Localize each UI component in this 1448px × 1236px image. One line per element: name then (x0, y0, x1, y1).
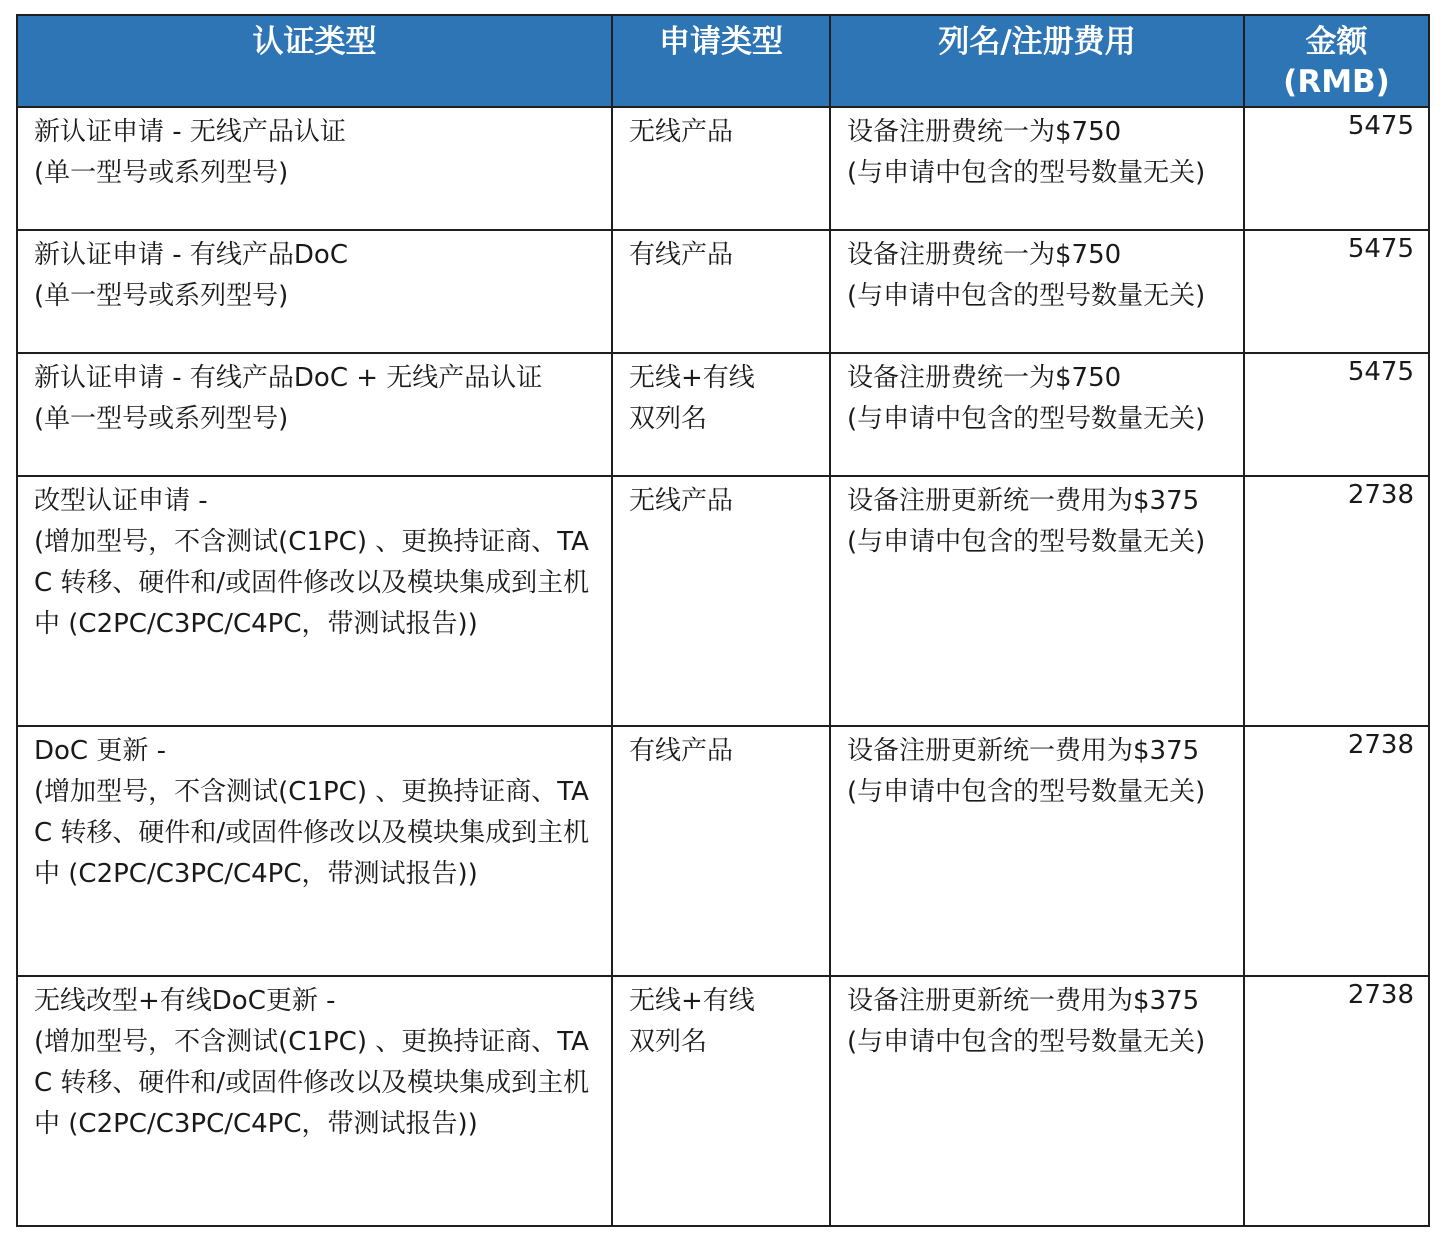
application-type-cell-line: 有线产品 (629, 240, 734, 270)
amount-cell: 2738 (1244, 726, 1429, 976)
listing-fee-cell-line: 设备注册费统一为$750 (847, 363, 1122, 393)
cert-type-cell (17, 726, 612, 976)
table-row (17, 107, 1429, 230)
table-row (17, 476, 1429, 726)
application-type-cell (612, 476, 830, 726)
header-application-type: 申请类型 (612, 15, 830, 107)
listing-fee-cell (830, 726, 1244, 976)
application-type-cell (612, 976, 830, 1226)
cert-type-cell-line: (增加型号，不含测试(C1PC) 、更换持证商、TAC 转移、硬件和/或固件修改以及模块集成到主机中 (C2PC/C3PC/C4PC，带测试报告)) (34, 777, 590, 889)
listing-fee-cell-line: (与申请中包含的型号数量无关) (847, 777, 1206, 807)
fee-table (16, 14, 1430, 1227)
header-cert-type: 认证类型 (17, 15, 612, 107)
cert-type-cell-line: 改型认证申请 - (34, 486, 208, 516)
cert-type-cell (17, 976, 612, 1226)
application-type-cell (612, 230, 830, 353)
application-type-cell-line: 有线产品 (629, 736, 734, 766)
cert-type-cell (17, 353, 612, 476)
listing-fee-cell-line: 设备注册更新统一费用为$375 (847, 486, 1200, 516)
application-type-cell-line: 无线+有线 (629, 986, 755, 1016)
table-row (17, 353, 1429, 476)
cert-type-cell-line: (单一型号或系列型号) (34, 158, 289, 188)
table-row (17, 976, 1429, 1226)
application-type-cell-line: 双列名 (629, 1027, 708, 1057)
cert-type-cell-line: 新认证申请 - 无线产品认证 (34, 117, 346, 147)
application-type-cell-line: 双列名 (629, 404, 708, 434)
listing-fee-cell-line: (与申请中包含的型号数量无关) (847, 527, 1206, 557)
listing-fee-cell-line: (与申请中包含的型号数量无关) (847, 404, 1206, 434)
listing-fee-cell-line: (与申请中包含的型号数量无关) (847, 1027, 1206, 1057)
cert-type-cell-line: (增加型号，不含测试(C1PC) 、更换持证商、TAC 转移、硬件和/或固件修改以及模块集成到主机中 (C2PC/C3PC/C4PC，带测试报告)) (34, 1027, 590, 1139)
cert-type-cell (17, 476, 612, 726)
listing-fee-cell-line: 设备注册更新统一费用为$375 (847, 986, 1200, 1016)
listing-fee-cell-line: 设备注册更新统一费用为$375 (847, 736, 1200, 766)
listing-fee-cell (830, 107, 1244, 230)
cert-type-cell (17, 107, 612, 230)
application-type-cell-line: 无线产品 (629, 486, 734, 516)
amount-cell: 2738 (1244, 476, 1429, 726)
cert-type-cell-line: 新认证申请 - 有线产品DoC (34, 240, 348, 270)
listing-fee-cell-line: (与申请中包含的型号数量无关) (847, 281, 1206, 311)
cert-type-cell-line: 新认证申请 - 有线产品DoC + 无线产品认证 (34, 363, 543, 393)
cert-type-cell-line: (增加型号，不含测试(C1PC) 、更换持证商、TAC 转移、硬件和/或固件修改以及模块集成到主机中 (C2PC/C3PC/C4PC，带测试报告)) (34, 527, 590, 639)
table-body (17, 107, 1429, 1226)
listing-fee-cell (830, 976, 1244, 1226)
listing-fee-cell (830, 476, 1244, 726)
application-type-cell-line: 无线+有线 (629, 363, 755, 393)
listing-fee-cell-line: (与申请中包含的型号数量无关) (847, 158, 1206, 188)
cert-type-cell-line: (单一型号或系列型号) (34, 404, 289, 434)
application-type-cell (612, 353, 830, 476)
listing-fee-cell (830, 353, 1244, 476)
cert-type-cell-line: DoC 更新 - (34, 736, 166, 766)
table-row (17, 726, 1429, 976)
cert-type-cell (17, 230, 612, 353)
table-row (17, 230, 1429, 353)
cert-type-cell-line: 无线改型+有线DoC更新 - (34, 986, 336, 1016)
application-type-cell (612, 726, 830, 976)
amount-cell: 2738 (1244, 976, 1429, 1226)
listing-fee-cell-line: 设备注册费统一为$750 (847, 240, 1122, 270)
amount-cell: 5475 (1244, 107, 1429, 230)
amount-cell: 5475 (1244, 353, 1429, 476)
table-header-row (17, 15, 1429, 107)
application-type-cell-line: 无线产品 (629, 117, 734, 147)
fee-table-container (16, 14, 1428, 1227)
application-type-cell (612, 107, 830, 230)
header-amount: 金额 (RMB) (1244, 15, 1429, 107)
amount-cell: 5475 (1244, 230, 1429, 353)
listing-fee-cell-line: 设备注册费统一为$750 (847, 117, 1122, 147)
listing-fee-cell (830, 230, 1244, 353)
cert-type-cell-line: (单一型号或系列型号) (34, 281, 289, 311)
header-listing-fee: 列名/注册费用 (830, 15, 1244, 107)
